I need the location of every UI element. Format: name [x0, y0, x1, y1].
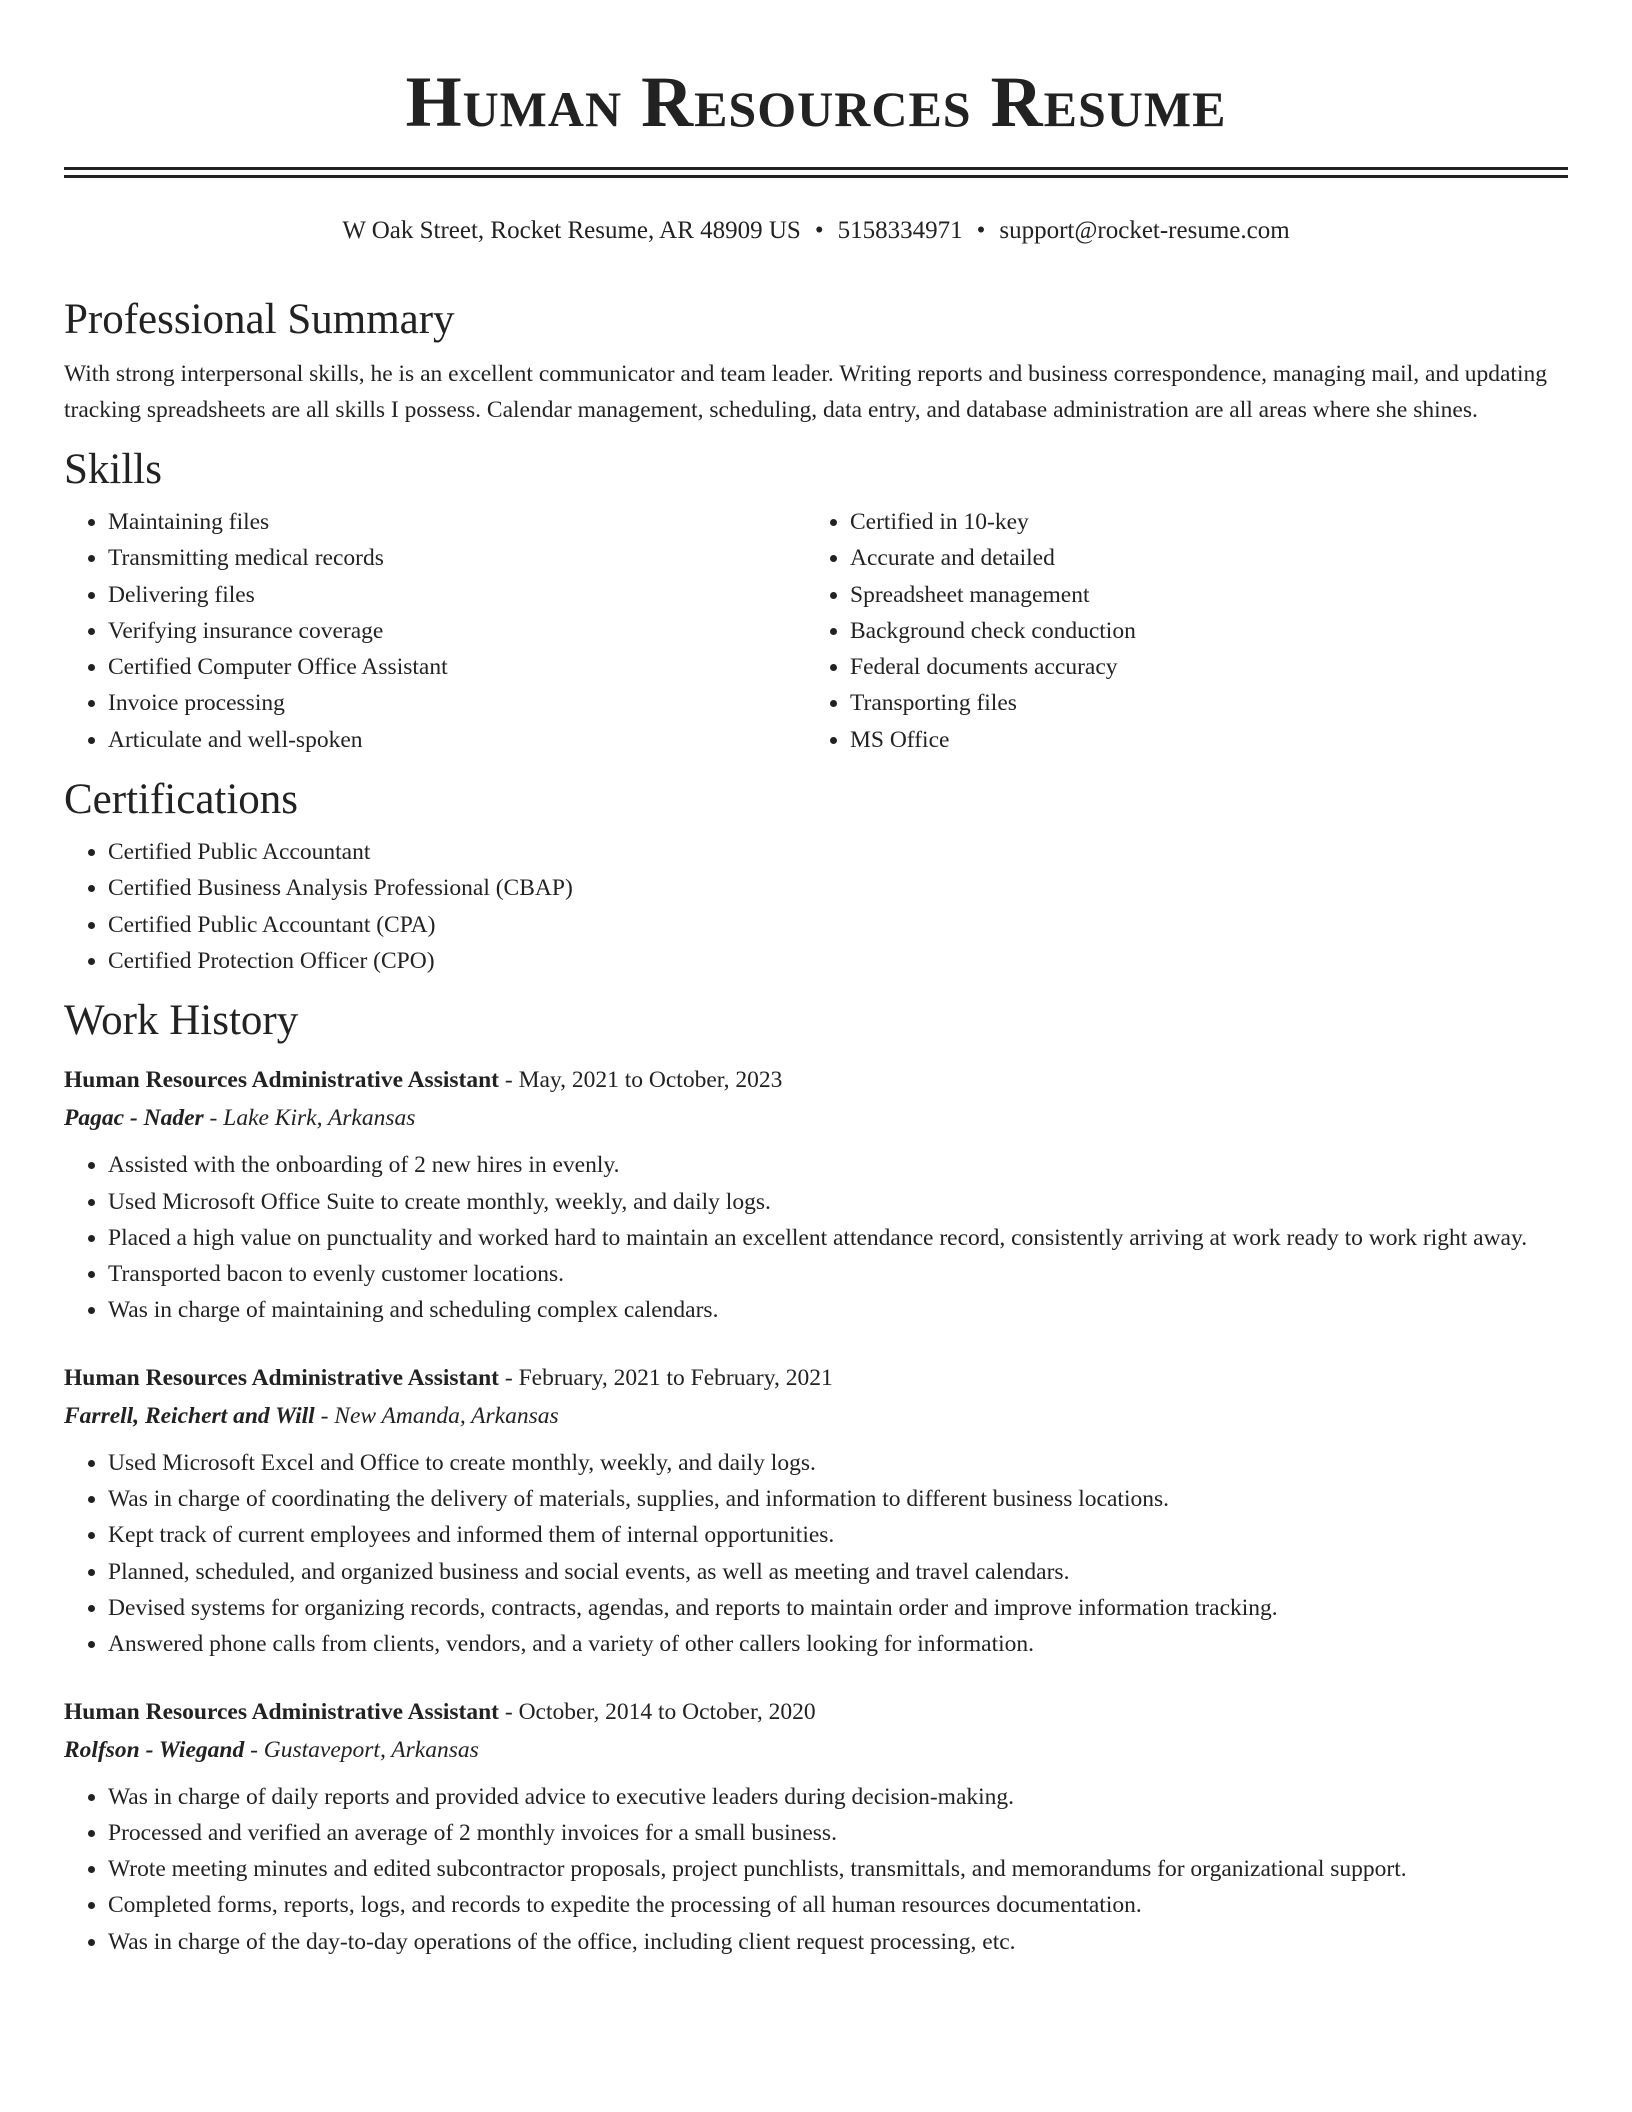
job-bullet: • Used Microsoft Office Suite to create monthly, weekly, and daily logs.	[108, 1184, 1568, 1220]
title-rule-top	[64, 167, 1568, 170]
job-dates: February, 2021 to February, 2021	[518, 1364, 833, 1391]
work-history-heading: Work History	[64, 997, 299, 1045]
skill-item: • Background check conduction	[850, 613, 1548, 649]
skill-item: • Certified in 10-key	[850, 504, 1548, 540]
job-bullet: • Was in charge of maintaining and scheduling complex calendars.	[108, 1292, 1568, 1328]
job-bullets	[64, 1445, 1568, 1663]
job-bullet: • Planned, scheduled, and organized business and social events, as well as meeting and travel calendars.	[108, 1554, 1568, 1590]
skills-heading: Skills	[64, 446, 162, 493]
job-title: Human Resources Administrative Assistant	[64, 1698, 499, 1725]
skill-item: • Invoice processing	[108, 685, 806, 721]
certifications-heading: Certifications	[64, 776, 299, 824]
summary-text: With strong interpersonal skills, he is an excellent communicator and team leader. Writing reports and business correspondence, managing mail, and updating tracking spreadsheets are all skills I possess. Calendar management, scheduling, data entry, and database administration are all areas where she shines.	[64, 361, 1547, 423]
job-bullet: • Kept track of current employees and informed them of internal opportunities.	[108, 1517, 1568, 1553]
job-bullet: • Was in charge of coordinating the delivery of materials, supplies, and information to different business locations.	[108, 1481, 1568, 1517]
contact-email: support@rocket-resume.com	[999, 217, 1290, 244]
skill-item: • Verifying insurance coverage	[108, 613, 806, 649]
skill-item: • MS Office	[850, 722, 1548, 758]
job-location: Gustaveport, Arkansas	[263, 1736, 479, 1763]
job-bullet: • Completed forms, reports, logs, and records to expedite the processing of all human resources documentation.	[108, 1887, 1568, 1923]
job-bullet: • Assisted with the onboarding of 2 new hires in evenly.	[108, 1147, 1568, 1183]
job-company-line: Farrell, Reichert and Will - New Amanda, Arkansas	[64, 1402, 559, 1429]
job-bullets	[64, 1147, 1568, 1328]
job-title-line: Human Resources Administrative Assistant - October, 2014 to October, 2020	[64, 1698, 816, 1725]
job-title: Human Resources Administrative Assistant	[64, 1067, 499, 1094]
job-entry	[64, 1359, 1568, 1663]
contact-address: W Oak Street, Rocket Resume, AR 48909 US	[342, 217, 801, 244]
skill-item: • Federal documents accuracy	[850, 649, 1548, 685]
job-title-line: Human Resources Administrative Assistant - May, 2021 to October, 2023	[64, 1067, 783, 1094]
job-bullet: • Used Microsoft Excel and Office to create monthly, weekly, and daily logs.	[108, 1445, 1568, 1481]
certification-item: • Certified Business Analysis Professional (CBAP)	[108, 870, 1568, 906]
resume-body	[64, 290, 1568, 1960]
job-title-line: Human Resources Administrative Assistant - February, 2021 to February, 2021	[64, 1364, 833, 1391]
job-bullets	[64, 1779, 1568, 1960]
job-company: Rolfson - Wiegand	[64, 1736, 245, 1763]
summary-section	[64, 290, 1568, 428]
certifications-section	[64, 770, 1568, 979]
skills-list-right	[806, 504, 1548, 758]
certification-item: • Certified Protection Officer (CPO)	[108, 943, 1568, 979]
contact-separator: •	[976, 217, 986, 244]
skill-item: • Maintaining files	[108, 504, 806, 540]
job-bullet: • Placed a high value on punctuality and worked hard to maintain an excellent attendance record, consistently arriving at work ready to work right away.	[108, 1220, 1568, 1256]
skill-item: • Spreadsheet management	[850, 577, 1548, 613]
job-dates: October, 2014 to October, 2020	[518, 1698, 816, 1725]
certifications-list	[64, 834, 1568, 979]
skill-item: • Transporting files	[850, 685, 1548, 721]
job-bullet: • Transported bacon to evenly customer locations.	[108, 1256, 1568, 1292]
job-company: Farrell, Reichert and Will	[64, 1402, 315, 1429]
job-entry	[64, 1061, 1568, 1328]
work-history-section	[64, 991, 1568, 1960]
job-company-line: Rolfson - Wiegand - Gustaveport, Arkansas	[64, 1736, 479, 1763]
skill-item: • Accurate and detailed	[850, 540, 1548, 576]
skill-item: • Articulate and well-spoken	[108, 722, 806, 758]
job-title: Human Resources Administrative Assistant	[64, 1364, 499, 1391]
skill-item: • Certified Computer Office Assistant	[108, 649, 806, 685]
job-bullet: • Devised systems for organizing records, contracts, agendas, and reports to maintain order and improve information tracking.	[108, 1590, 1568, 1626]
job-bullet: • Was in charge of the day-to-day operations of the office, including client request processing, etc.	[108, 1924, 1568, 1960]
job-bullet: • Wrote meeting minutes and edited subcontractor proposals, project punchlists, transmittals, and memorandums for organizational support.	[108, 1851, 1568, 1887]
skills-columns	[64, 504, 1568, 758]
job-bullet: • Processed and verified an average of 2 monthly invoices for a small business.	[108, 1815, 1568, 1851]
job-company: Pagac - Nader	[64, 1105, 204, 1132]
resume-title: Human Resources Resume	[405, 62, 1227, 142]
certification-item: • Certified Public Accountant (CPA)	[108, 907, 1568, 943]
skill-item: • Delivering files	[108, 577, 806, 613]
job-location: New Amanda, Arkansas	[334, 1402, 559, 1429]
skills-list-left	[64, 504, 806, 758]
job-location: Lake Kirk, Arkansas	[223, 1105, 416, 1132]
job-bullet: • Answered phone calls from clients, vendors, and a variety of other callers looking for information.	[108, 1626, 1568, 1662]
certification-item: • Certified Public Accountant	[108, 834, 1568, 870]
contact-phone: 5158334971	[837, 217, 963, 244]
job-company-line: Pagac - Nader - Lake Kirk, Arkansas	[64, 1105, 416, 1132]
contact-separator: •	[814, 217, 824, 244]
skill-item: • Transmitting medical records	[108, 540, 806, 576]
skills-section	[64, 440, 1568, 758]
job-bullet: • Was in charge of daily reports and provided advice to executive leaders during decision-making.	[108, 1779, 1568, 1815]
job-entry	[64, 1693, 1568, 1960]
summary-heading: Professional Summary	[64, 296, 455, 343]
title-rule-bottom	[64, 175, 1568, 178]
contact-line	[0, 213, 1632, 249]
job-dates: May, 2021 to October, 2023	[518, 1067, 783, 1094]
